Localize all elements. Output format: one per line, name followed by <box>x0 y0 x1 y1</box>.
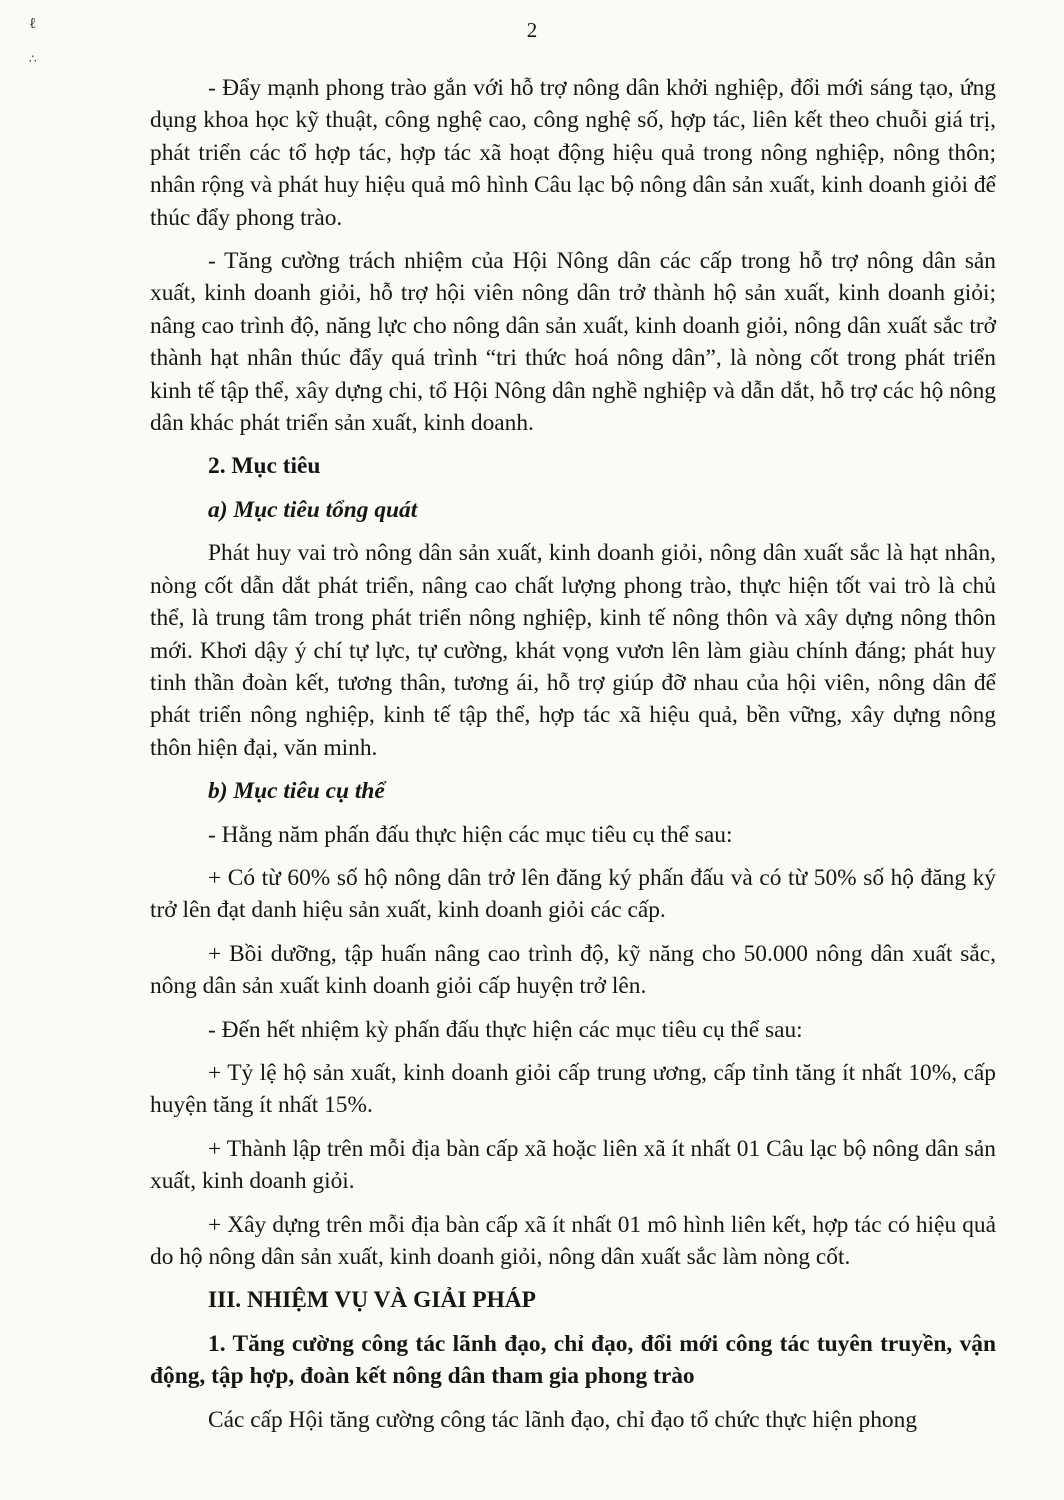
paragraph: - Hằng năm phấn đấu thực hiện các mục tiêu cụ thể sau: <box>208 821 733 848</box>
page-number: 2 <box>526 18 538 42</box>
paragraph: + Tỷ lệ hộ sản xuất, kinh doanh giỏi cấp trung ương, cấp tỉnh tăng ít nhất 10%, cấp huyện tăng ít nhất 15%. <box>150 1059 996 1119</box>
section-heading: 2. Mục tiêu <box>208 453 321 480</box>
paragraph: + Có từ 60% số hộ nông dân trở lên đăng ký phấn đấu và có từ 50% số hộ đăng ký trở lên đạt danh hiệu sản xuất, kinh doanh giỏi các cấp. <box>150 864 996 924</box>
section-heading: 1. Tăng cường công tác lãnh đạo, chỉ đạo, đổi mới công tác tuyên truyền, vận động, tập hợp, đoàn kết nông dân tham gia phong trào <box>150 1330 996 1390</box>
paragraph: - Đẩy mạnh phong trào gắn với hỗ trợ nông dân khởi nghiệp, đổi mới sáng tạo, ứng dụng khoa học kỹ thuật, công nghệ cao, công nghệ số, hợp tác, liên kết theo chuỗi giá trị, phát triển các tổ hợp tác, hợp tác xã hoạt động hiệu quả trong nông nghiệp, nông thôn; nhân rộng và phát huy hiệu quả mô hình Câu lạc bộ nông dân sản xuất, kinh doanh giỏi để thúc đẩy phong trào. <box>150 75 996 231</box>
paragraph: + Xây dựng trên mỗi địa bàn cấp xã ít nhất 01 mô hình liên kết, hợp tác có hiệu quả do hộ nông dân sản xuất, kinh doanh giỏi, nông dân xuất sắc làm nòng cốt. <box>150 1211 996 1270</box>
paragraph: - Tăng cường trách nhiệm của Hội Nông dân các cấp trong hỗ trợ nông dân sản xuất, kinh doanh giỏi, hỗ trợ hội viên nông dân trở thành hộ sản xuất, kinh doanh giỏi; nâng cao trình độ, năng lực cho nông dân sản xuất, kinh doanh giỏi, nông dân xuất sắc trở thành hạt nhân thúc đẩy quá trình “tri thức hoá nông dân”, là nòng cốt trong phát triển kinh tế tập thể, xây dựng chi, tổ Hội Nông dân nghề nghiệp và dẫn dắt, hỗ trợ các hộ nông dân khác phát triển sản xuất, kinh doanh. <box>150 248 996 437</box>
paragraph: Các cấp Hội tăng cường công tác lãnh đạo, chỉ đạo tổ chức thực hiện phong <box>208 1406 918 1433</box>
paragraph: + Thành lập trên mỗi địa bàn cấp xã hoặc liên xã ít nhất 01 Câu lạc bộ nông dân sản xuất, kinh doanh giỏi. <box>150 1135 996 1195</box>
paragraph: Phát huy vai trò nông dân sản xuất, kinh doanh giỏi, nông dân xuất sắc là hạt nhân, nòng cốt dẫn dắt phát triển, nâng cao chất lượng phong trào, thực hiện tốt vai trò là chủ thể, là trung tâm trong phát triển nông nghiệp, kinh tế nông thôn và xây dựng nông thôn mới. Khơi dậy ý chí tự lực, tự cường, khát vọng vươn lên làm giàu chính đáng; phát huy tinh thần đoàn kết, tương thân, tương ái, hỗ trợ giúp đỡ nhau của hội viên, nông dân để phát triển nông nghiệp, kinh tế tập thể, hợp tác xã hiệu quả, bền vững, xây dựng nông thôn hiện đại, văn minh. <box>150 540 996 761</box>
subsection-heading: b) Mục tiêu cụ thể <box>208 778 385 805</box>
margin-mark: ℓ <box>29 16 37 32</box>
paragraph: - Đến hết nhiệm kỳ phấn đấu thực hiện các mục tiêu cụ thể sau: <box>208 1016 803 1043</box>
subsection-heading: a) Mục tiêu tổng quát <box>208 496 418 523</box>
margin-mark: ∴ <box>29 52 37 66</box>
section-heading: III. NHIỆM VỤ VÀ GIẢI PHÁP <box>208 1287 536 1314</box>
document-body <box>150 72 996 1447</box>
paragraph: + Bồi dưỡng, tập huấn nâng cao trình độ, kỹ năng cho 50.000 nông dân xuất sắc, nông dân sản xuất kinh doanh giỏi cấp huyện trở lên. <box>150 940 996 1000</box>
